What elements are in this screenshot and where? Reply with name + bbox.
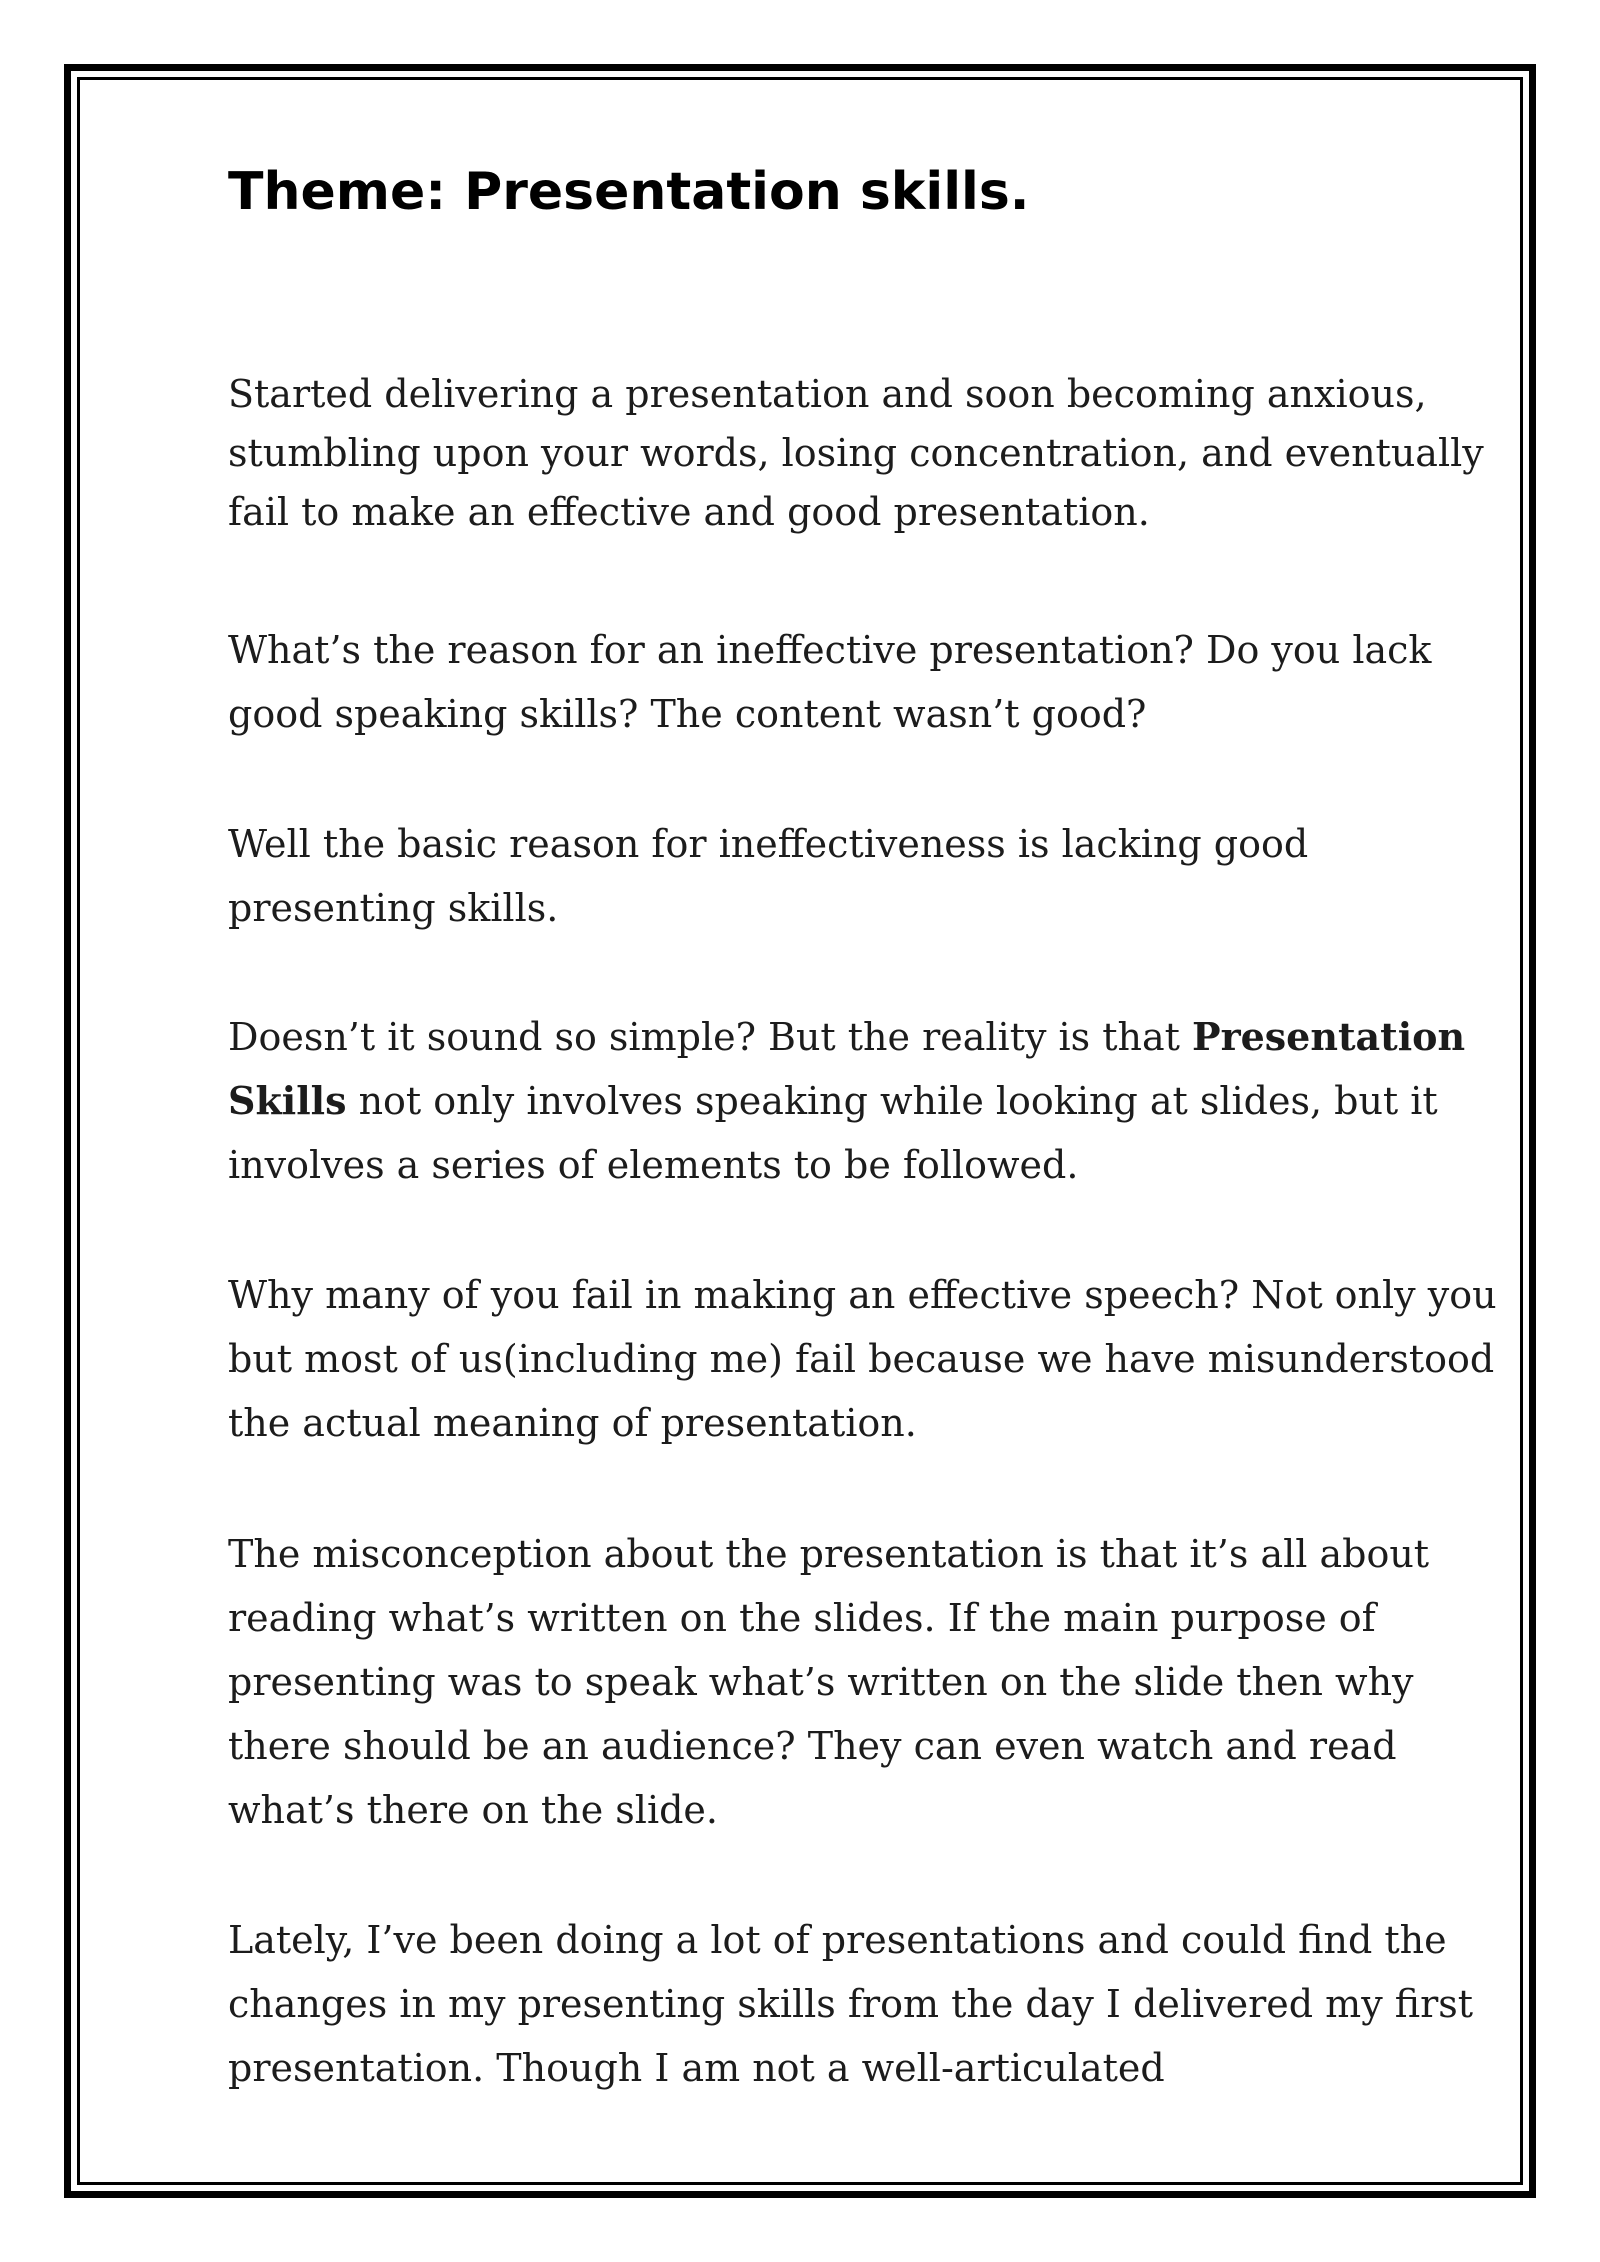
- paragraph-7: Lately, I’ve been doing a lot of presentations and could find the changes in my presenting skills from the day I delivered my first presentation. Though I am not a well-articulated: [228, 1918, 1474, 2090]
- bold-term-presentation-skills: Presentation Skills: [228, 1014, 1466, 1123]
- paragraph-4-text-start: Doesn’t it sound so simple? But the reality is that: [228, 1015, 1193, 1059]
- paragraph-3: Well the basic reason for ineffectiveness is lacking good presenting skills.: [228, 822, 1309, 930]
- paragraph-6: The misconception about the presentation is that it’s all about reading what’s written on the slides. If the main purpose of presenting was to speak what’s written on the slide then why there should be an audience? They can even watch and read what’s there on the slide.: [228, 1532, 1430, 1832]
- paragraph-5: Why many of you fail in making an effective speech? Not only you but most of us(including me) fail because we have misunderstood the actual meaning of presentation.: [228, 1273, 1497, 1445]
- document-body: [228, 150, 1498, 2090]
- paragraph-1: Started delivering a presentation and soon becoming anxious, stumbling upon your words, losing concentration, and eventually fail to make an effective and good presentation.: [228, 372, 1484, 534]
- paragraph-2: What’s the reason for an ineffective presentation? Do you lack good speaking skills? The content wasn’t good?: [228, 628, 1432, 736]
- document-title: Theme: Presentation skills.: [228, 162, 1030, 222]
- paragraph-4: [228, 1005, 1498, 1197]
- paragraph-4-text-end: not only involves speaking while looking at slides, but it involves a series of elements to be followed.: [228, 1079, 1438, 1187]
